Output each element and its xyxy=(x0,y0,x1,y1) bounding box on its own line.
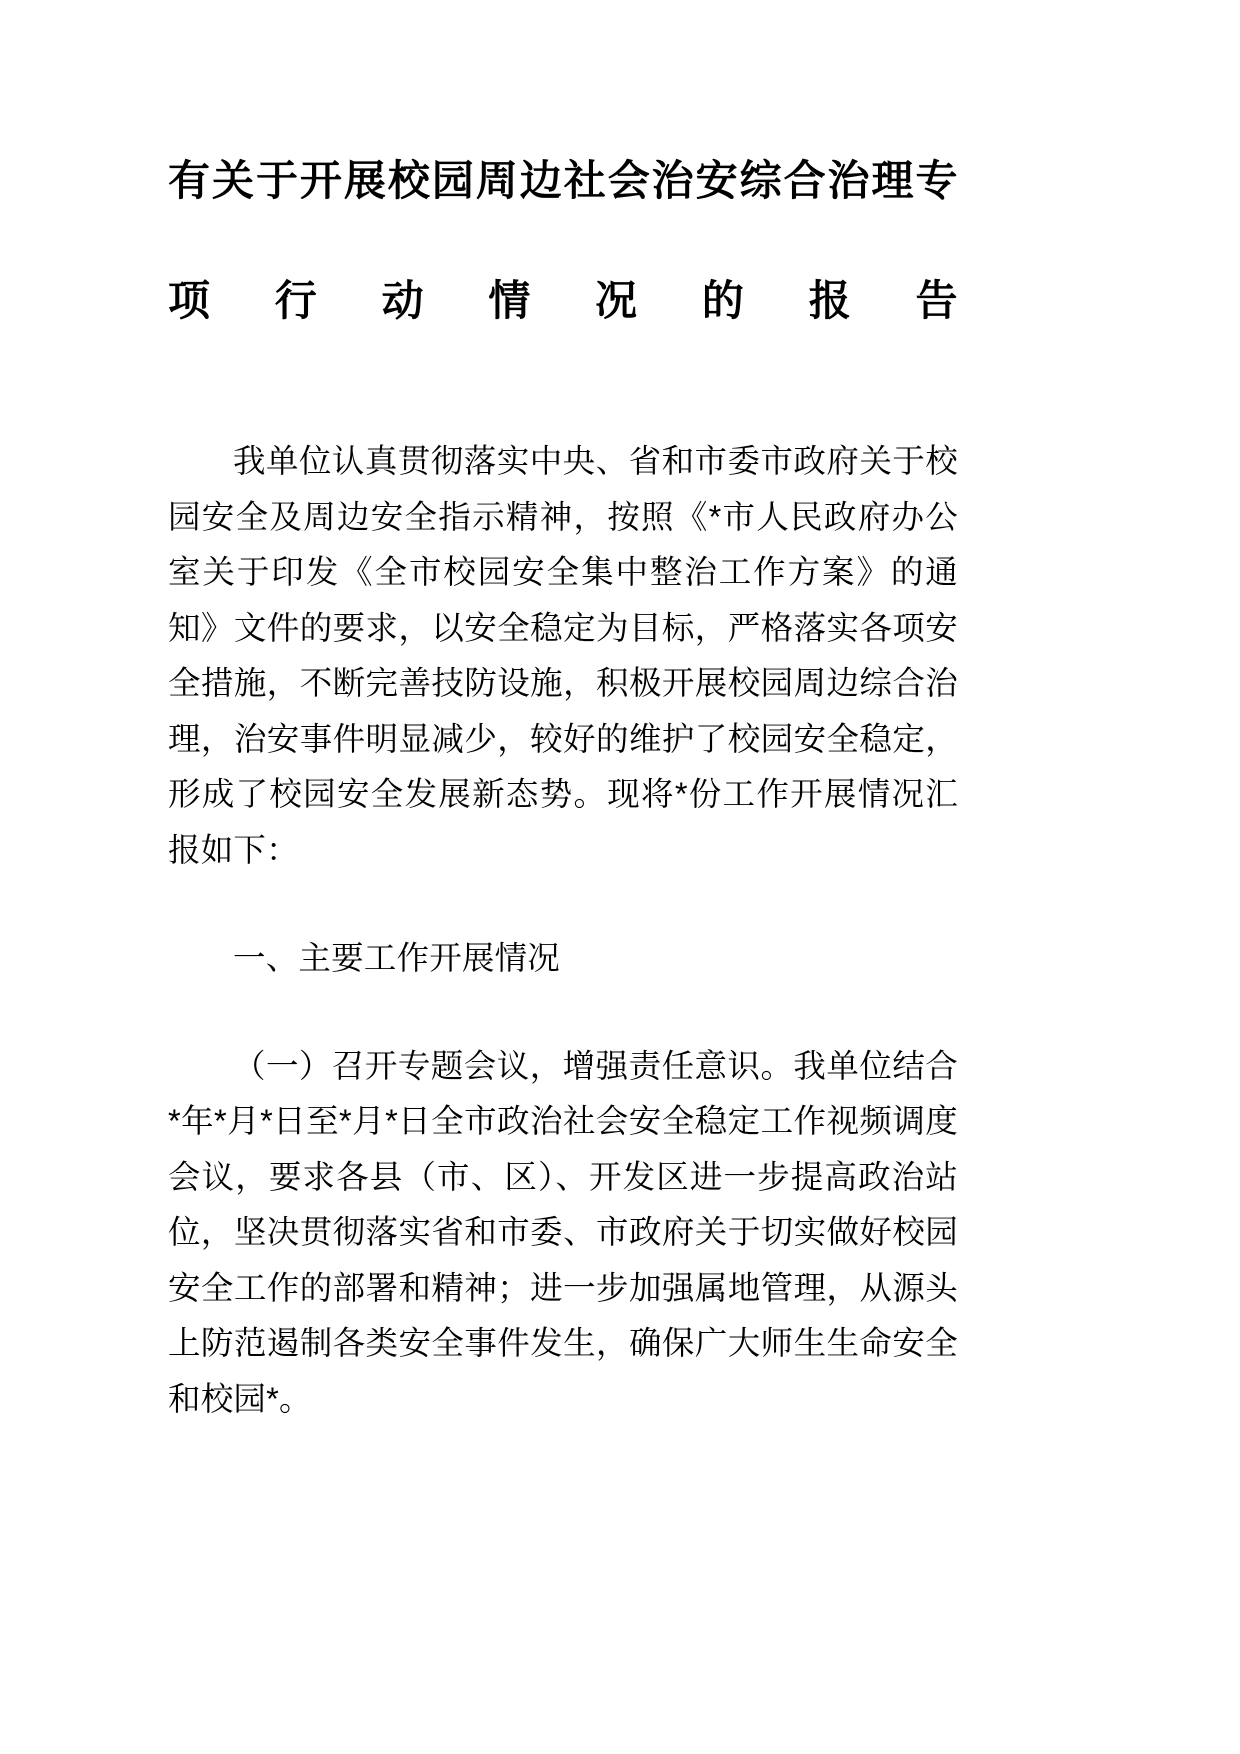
heading-section-one: 一、主要工作开展情况 xyxy=(233,940,561,976)
paragraph-section-one-item-one: （一）召开专题会议，增强责任意识。我单位结合*年*月*日至*月*日全市政治社会安全稳定工作视频调度会议，要求各县（市、区）、开发区进一步提高政治站位，坚决贯彻落实省和市委、市政府关于切实做好校园安全工作的部署和精神；进一步加强属地管理，从源头上防范遏制各类安全事件发生，确保广大师生生命安全和校园*。 xyxy=(168,1047,958,1417)
document-title xyxy=(168,0,958,322)
paragraph-intro: 我单位认真贯彻落实中央、省和市委市政府关于校园安全及周边安全指示精神，按照《*市人民政府办公室关于印发《全市校园安全集中整治工作方案》的通知》文件的要求，以安全稳定为目标，严格落实各项安全措施，不断完善技防设施，积极开展校园周边综合治理，治安事件明显减少，较好的维护了校园安全稳定，形成了校园安全发展新态势。现将*份工作开展情况汇报如下： xyxy=(168,443,958,868)
document-title-line-2: 项行动情况的报告 xyxy=(168,277,958,324)
document-title-line-1: 有关于开展校园周边社会治安综合治理专 xyxy=(168,157,958,204)
page-content-area xyxy=(168,0,958,1427)
document-body xyxy=(168,434,958,1427)
